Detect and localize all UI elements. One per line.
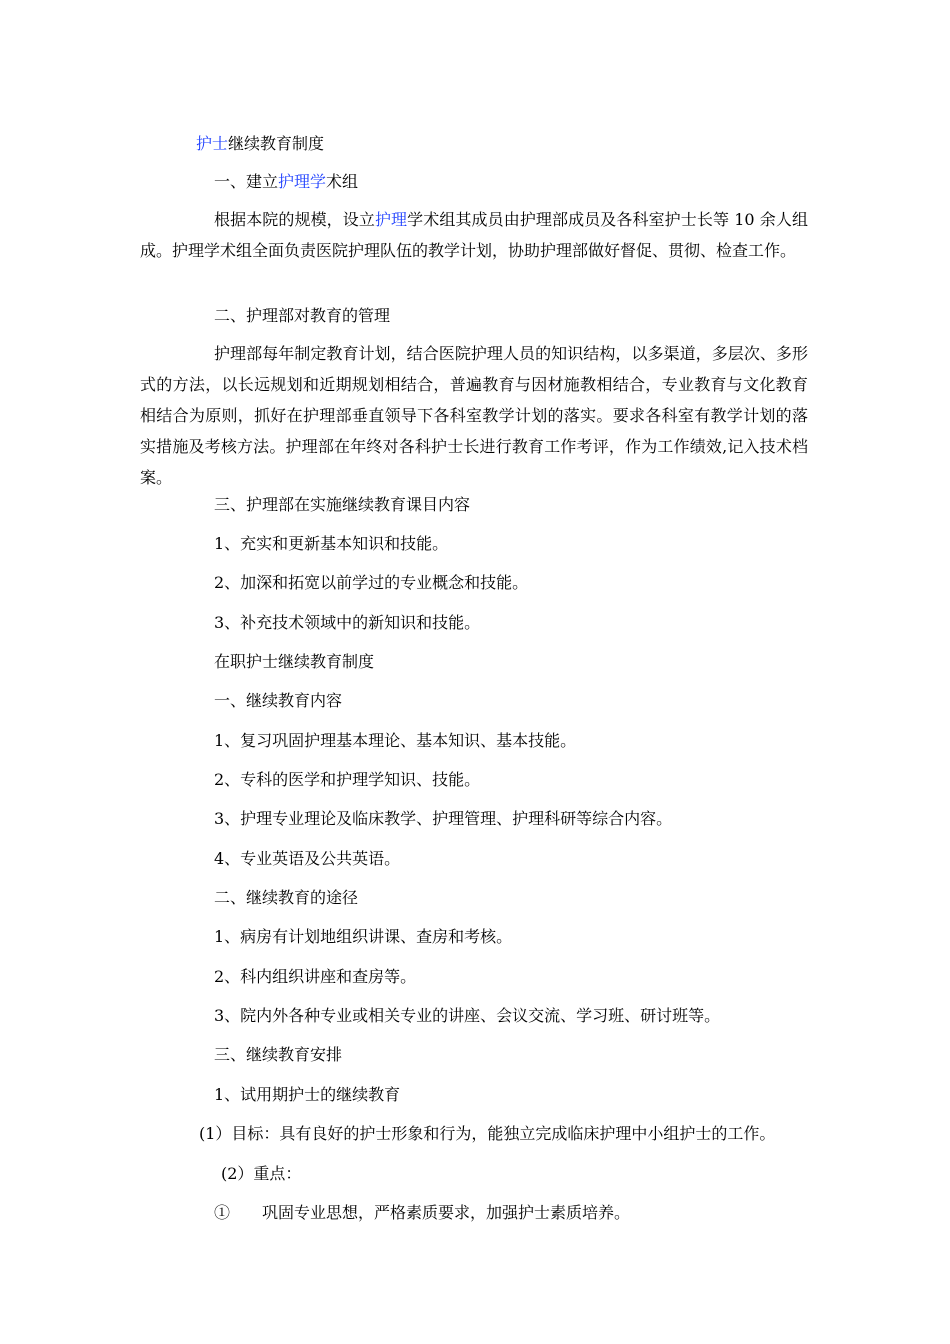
- section-heading-3: 三、护理部在实施继续教育课目内容: [214, 495, 471, 514]
- content-heading-3: 三、继续教育安排: [214, 1045, 343, 1064]
- list-item: 3、补充技术领域中的新知识和技能。: [214, 613, 481, 632]
- list-item: 4、专业英语及公共英语。: [214, 849, 401, 868]
- focus-line: (2）重点：: [221, 1164, 302, 1183]
- list-item: 3、护理专业理论及临床教学、护理管理、护理科研等综合内容。: [214, 809, 673, 828]
- section-heading-1: 一、建立护理学术组: [214, 172, 359, 191]
- section-heading-2: 二、护理部对教育的管理: [214, 306, 391, 325]
- paragraph-2: 护理部每年制定教育计划，结合医院护理人员的知识结构，以多渠道，多层次、多形式的方法，以长远规划和近期规划相结合，普遍教育与因材施教相结合，专业教育与文化教育相结合为原则，抓好在护理部垂直领导下各科室教学计划的落实。要求各科室有教学计划的落实措施及考核方法。护理部在年终对各科护士长进行教育工作考评，作为工作绩效,记入技术档案。: [140, 344, 808, 487]
- content-heading-2: 二、继续教育的途径: [214, 888, 359, 907]
- list-item: 1、复习巩固护理基本理论、基本知识、基本技能。: [214, 731, 577, 750]
- document-title: 护士继续教育制度: [196, 134, 325, 153]
- list-item: 1、病房有计划地组织讲课、查房和考核。: [214, 927, 513, 946]
- list-item: 2、专科的医学和护理学知识、技能。: [214, 770, 481, 789]
- list-item: 1、试用期护士的继续教育: [214, 1085, 401, 1104]
- subtitle: 在职护士继续教育制度: [214, 652, 375, 671]
- paragraph-1: 根据本院的规模，设立护理学术组其成员由护理部成员及各科室护士长等 10 余人组成。护理学术组全面负责医院护理队伍的教学计划，协助护理部做好督促、贯彻、检查工作。: [140, 210, 808, 260]
- content-heading-1: 一、继续教育内容: [214, 691, 343, 710]
- list-item: 2、加深和拓宽以前学过的专业概念和技能。: [214, 573, 529, 592]
- point-line: ① 巩固专业思想，严格素质要求，加强护士素质培养。: [214, 1203, 631, 1222]
- title-link[interactable]: 护士: [196, 134, 229, 153]
- paragraph-1-link[interactable]: 护理: [374, 210, 408, 229]
- list-item: 2、科内组织讲座和查房等。: [214, 967, 417, 986]
- section-heading-1-link[interactable]: 护理学: [278, 172, 327, 191]
- list-item: 3、院内外各种专业或相关专业的讲座、会议交流、学习班、研讨班等。: [214, 1006, 721, 1025]
- list-item: 1、充实和更新基本知识和技能。: [214, 534, 449, 553]
- goal-line: (1）目标：具有良好的护士形象和行为，能独立完成临床护理中小组护士的工作。: [199, 1124, 776, 1143]
